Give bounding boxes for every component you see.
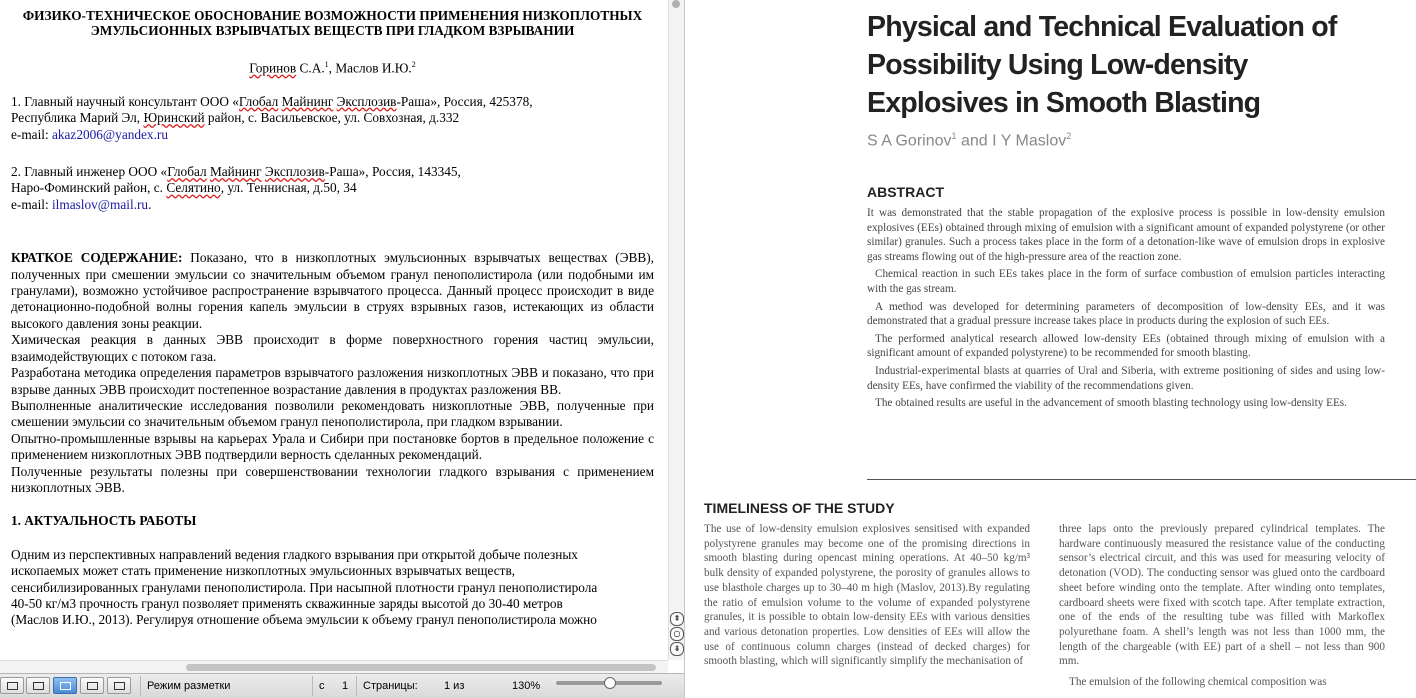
vertical-scrollbar[interactable]: [668, 0, 684, 660]
email-label: e-mail:: [11, 126, 52, 142]
aff2-suffix: -Раша», Россия, 143345,: [324, 164, 461, 180]
print-layout-icon: [60, 682, 71, 690]
abstract-paragraph-1: [11, 250, 654, 332]
author1-sup: 1: [324, 60, 329, 69]
email-2-tail: .: [148, 196, 152, 212]
section-1-heading: 1. АКТУАЛЬНОСТЬ РАБОТЫ: [11, 513, 197, 529]
zoom-level[interactable]: 130%: [512, 680, 541, 692]
pdf-column-1-text: The use of low-density emulsion explosives sensitised with expanded polystyrene granules may become one of the promising directions in smooth blasting during opencast mining operations. At 40–50 kg/m³ bulk density of expanded polystyrene, the porosity of granules allows to use blasthole charges up to 30–40 m high (Maslov, 2013).By regulating the ratio of emulsion volume to the volume of expanded polystyrene granules, it is possible to obtain low-density EEs with various densities and various detonation properties. Low densities of EEs will allow the use of continuous column charges (instead of decked charges) for smooth blasting, which will significantly simplify the mechanisation of: [704, 523, 1030, 668]
pdf-authors: [867, 131, 1071, 150]
horizontal-scrollbar[interactable]: [0, 660, 668, 674]
pdf-author-1: S A Gorinov: [867, 132, 952, 150]
aff1-line2-post: район, с. Васильевское, ул. Совхозная, д.332: [204, 110, 460, 126]
pdf-abstract-p5: Industrial-experimental blasts at quarries of Ural and Siberia, with extreme positioning of sides and using low-density EEs, have confirmed the viability of the recommendations given.: [867, 364, 1385, 392]
status-bar: [0, 673, 684, 698]
aff1-word4: Юринский: [143, 110, 205, 126]
abstract-p1-text: Показано, что в низкоплотных эмульсионных взрывчатых веществах (ЭВВ), полученных при смешении эмульсии со значительным объемом гранул пенополистирола (или подобными им гранулами), возможно устойчивое распространение взрывчатого процесса. Данный процесс происходит в виде детонационно-подобной волны горения капель эмульсии в струях взрывных газов, истекающих из области высокого давления зоны реакции.: [11, 250, 654, 331]
author1-surname: Горинов: [249, 60, 297, 76]
outline-view-button[interactable]: [26, 677, 50, 694]
notebook-view-icon: [87, 682, 98, 690]
notebook-view-button[interactable]: [80, 677, 104, 694]
email-1-link[interactable]: akaz2006@yandex.ru: [51, 126, 168, 142]
affiliation-1-line2: [11, 110, 654, 126]
aff1-line2-pre: Республика Марий Эл,: [11, 110, 144, 126]
author1-initials: С.А.: [296, 60, 325, 76]
pages-value: 1 из: [444, 680, 465, 692]
aff2-word2: Майнинг: [209, 164, 262, 180]
pdf-author-2: and I Y Maslov: [956, 132, 1067, 150]
focus-view-icon: [114, 682, 125, 690]
previous-page-button[interactable]: ⇞: [670, 612, 684, 626]
pdf-author-1-sup: 1: [951, 131, 957, 141]
outline-view-icon: [33, 682, 44, 690]
abstract-label: КРАТКОЕ СОДЕРЖАНИЕ:: [11, 250, 183, 266]
email-2-link[interactable]: ilmaslov@mail.ru: [51, 196, 149, 212]
pdf-timeliness-heading: TIMELINESS OF THE STUDY: [704, 500, 895, 516]
next-page-button[interactable]: ⇟: [670, 642, 684, 656]
email-label-2: e-mail:: [11, 196, 52, 212]
print-layout-view-button[interactable]: [53, 677, 77, 694]
aff2-word4: Селятино: [166, 180, 221, 196]
aff2-word1: Глобал: [167, 164, 207, 180]
pdf-abstract-p1: It was demonstrated that the stable propagation of the explosive process is possible in low-density emulsion explosives (EEs) obtained through mixing of emulsion with a significant amount of expanded polystyrene (or other similar) granules. Such a process takes place in the form of a detonation-like wave of emulsion drops in explosive gas streams flowing out of the high-pressure area of the reaction zone.: [867, 207, 1385, 263]
section-1-line5: (Маслов И.Ю., 2013). Регулируя отношение объема эмульсии к объему гранул пенополистирола можно: [11, 612, 597, 628]
view-mode-label: Режим разметки: [140, 676, 317, 696]
affiliation-2-line2: [11, 180, 654, 196]
email-2-line: [11, 197, 654, 213]
aff2-prefix: 2. Главный инженер ООО «: [11, 164, 168, 180]
pdf-abstract-heading: ABSTRACT: [867, 184, 944, 200]
focus-view-button[interactable]: [107, 677, 131, 694]
pdf-abstract: [867, 206, 1385, 414]
document-authors: [11, 57, 654, 77]
pdf-abstract-p2: Chemical reaction in such EEs takes place in the form of surface combustion of emulsion particles interacting with the gas stream.: [867, 268, 1385, 295]
draft-view-icon: [7, 682, 18, 690]
section-1-line1: Одним из перспективных направлений ведения гладкого взрывания при открытой добыче полезных: [11, 546, 578, 562]
author2-sup: 2: [411, 60, 416, 69]
browse-object-button[interactable]: ○: [670, 627, 684, 641]
abstract-paragraph-3: Разработана методика определения параметров взрывчатого разложения низкоплотных ЭВВ и показано, что при взрыве данных ЭВВ происходит постепенное возрастание давления в продуктах разложения ВВ.: [11, 365, 654, 397]
aff1-word2: Майнинг: [281, 93, 334, 109]
abstract-paragraph-4: Выполненные аналитические исследования позволили рекомендовать низкоплотные ЭВВ, полученные при смешении эмульсии со значительным объемом гранул пенополистирола, при гладком взрывании.: [11, 397, 654, 430]
pdf-author-2-sup: 2: [1066, 131, 1072, 141]
pdf-column-2-text: three laps onto the previously prepared cylindrical templates. The hardware continuously measured the resistance value of the conducting sensor’s electrical circuit, and this was used for measuring velocity of detonation (VOD). The conducting sensor was glued onto the cardboard sheet before winding onto the template. After winding onto templates, cardboard sheets were fixed with scotch tape. After template extraction, one of the ends of the resulting tube was filled with Markoflex polyurethane foam. A shell’s length was not less than 1000 mm, the length of the chargeable (with EE) part of a shell – not less than 900 mm.: [1059, 523, 1385, 668]
horizontal-scroll-thumb[interactable]: [186, 664, 656, 671]
pdf-column-2-next: The emulsion of the following chemical composition was: [1069, 676, 1327, 689]
section-1-line2: ископаемых может стать применение низкоплотных эмульсионных взрывчатых веществ,: [11, 563, 516, 579]
section-1-line3: сенсибилизированных гранулами пенополистирола. При насыпной плотности гранул пенополистирола: [11, 579, 598, 595]
zoom-slider-knob[interactable]: [604, 677, 616, 689]
document-page[interactable]: [11, 8, 654, 629]
document-title: ФИЗИКО-ТЕХНИЧЕСКОЕ ОБОСНОВАНИЕ ВОЗМОЖНОСТИ ПРИМЕНЕНИЯ НИЗКОПЛОТНЫХ ЭМУЛЬСИОННЫХ ВЗРЫВЧАТЫХ ВЕЩЕСТВ ПРИ ГЛАДКОМ ВЗРЫВАНИИ: [22, 8, 643, 38]
aff2-word3: Эксплозив: [264, 164, 325, 180]
affiliation-2: [11, 164, 654, 180]
vertical-scroll-thumb[interactable]: [672, 0, 680, 8]
author-separator: , Маслов И.Ю.: [328, 60, 412, 76]
section-label: с: [312, 676, 331, 696]
pages-label: Страницы:: [356, 676, 424, 696]
pdf-column-2: [1059, 522, 1385, 690]
aff1-prefix: 1. Главный научный консультант ООО «: [11, 93, 239, 109]
pdf-abstract-p6: The obtained results are useful in the advancement of smooth blasting technology using low-density EEs.: [875, 397, 1347, 410]
pdf-divider: [867, 479, 1416, 480]
section-number: 1: [342, 680, 349, 692]
section-1-line4: 40-50 кг/м3 прочность гранул позволяет применять скважинные заряды высотой до 30-40 метров: [11, 595, 563, 611]
pdf-abstract-p4: The performed analytical research allowed low-density EEs (obtained through mixing of emulsion with a significant amount of expanded polystyrene) to be recommended for smooth blasting.: [867, 332, 1385, 360]
word-document-pane: [0, 0, 685, 698]
affiliation-1: [11, 94, 654, 110]
abstract-paragraph-2: Химическая реакция в данных ЭВВ происходит в форме поверхностного горения частиц эмульсии, взаимодействующих с потоком газа.: [11, 332, 654, 364]
aff1-suffix: -Раша», Россия, 425378,: [396, 93, 533, 109]
abstract-paragraph-6: Полученные результаты полезны при совершенствовании технологии гладкого взрывания с применением низкоплотных ЭВВ.: [11, 463, 654, 495]
pdf-column-1: [704, 522, 1030, 669]
aff2-line2-post: , ул. Теннисная, д.50, 34: [220, 180, 357, 196]
pdf-title: Physical and Technical Evaluation of Possibility Using Low-density Explosives in Smooth Blasting: [867, 11, 1337, 119]
pdf-abstract-p3: A method was developed for determining parameters of decomposition of low-density EEs, and it was demonstrated that a gradual pressure increase takes place in products during the explosion of such EEs.: [867, 300, 1385, 328]
email-1-line: [11, 127, 654, 143]
pdf-pane[interactable]: [685, 0, 1416, 698]
aff2-line2-pre: Наро-Фоминский район, с.: [11, 180, 167, 196]
draft-view-button[interactable]: [0, 677, 24, 694]
aff1-word1: Глобал: [238, 93, 279, 109]
aff1-word3: Эксплозив: [336, 93, 397, 109]
abstract-paragraph-5: Опытно-промышленные взрывы на карьерах Урала и Сибири при постановке бортов в предельное положение с применением низкоплотных ЭВВ подтвердили верность сделанных рекомендаций.: [11, 430, 654, 463]
